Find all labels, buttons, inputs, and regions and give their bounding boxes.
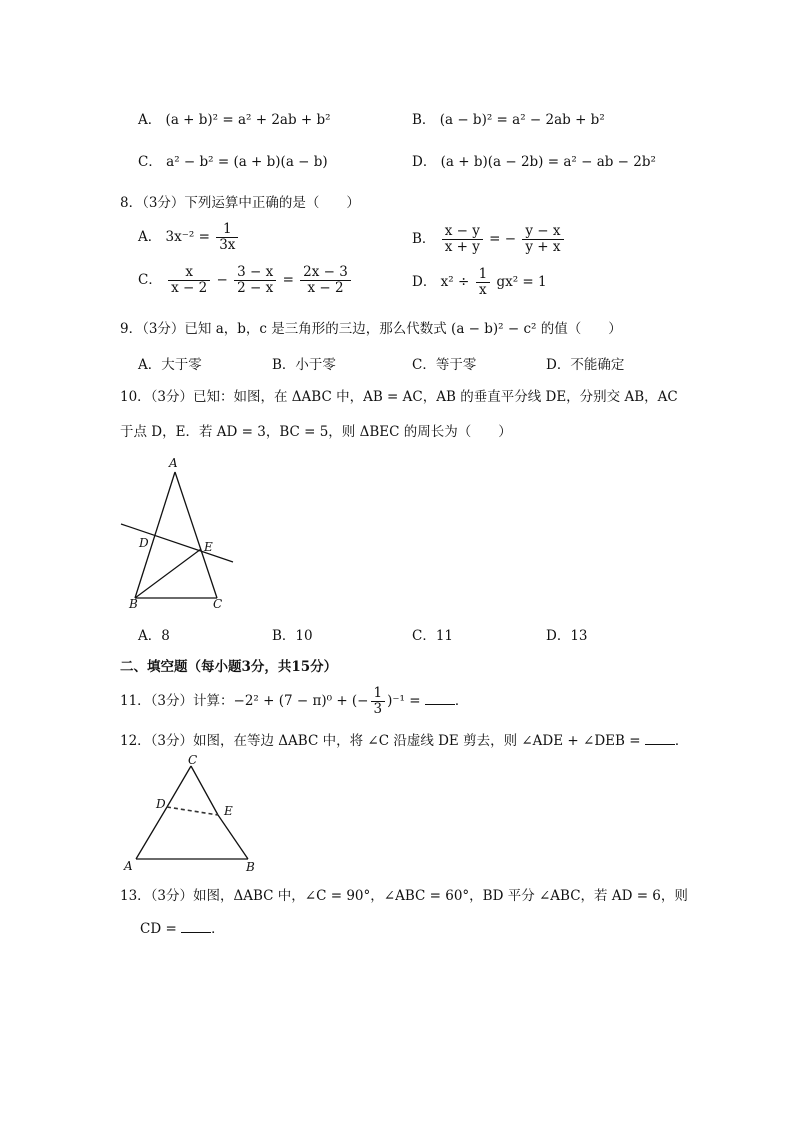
denominator: 3 bbox=[373, 701, 383, 717]
answer-blank[interactable] bbox=[645, 732, 675, 745]
option-expr: a² − b² = (a + b)(a − b) bbox=[166, 154, 328, 170]
numerator: 1 bbox=[216, 222, 238, 238]
option-label: D． bbox=[412, 154, 437, 170]
side-eb bbox=[218, 815, 248, 859]
option-expr: (a − b)² = a² − 2ab + b² bbox=[439, 112, 605, 128]
numerator: 1 bbox=[476, 267, 491, 283]
q13-line2 bbox=[140, 917, 225, 937]
denominator: 3x bbox=[219, 237, 236, 253]
q10-option-c: C．11 bbox=[412, 628, 454, 644]
numerator: 3 − x bbox=[234, 265, 276, 281]
q7-option-b bbox=[412, 108, 605, 128]
q10-option-b: B．10 bbox=[272, 628, 313, 644]
option-expr: (a + b)² = a² + 2ab + b² bbox=[165, 112, 331, 128]
expr-part: ． bbox=[454, 693, 469, 709]
label-a: A bbox=[124, 859, 133, 873]
label-d: D bbox=[156, 797, 166, 811]
numerator: x − y bbox=[442, 224, 483, 240]
perpendicular-bisector-de bbox=[121, 524, 233, 562]
q10-stem-line1: 10．（3分）已知：如图，在 ΔABC 中，AB = AC，AB 的垂直平分线 DE，分别交 AB，AC bbox=[120, 389, 678, 405]
fraction bbox=[371, 686, 386, 717]
fraction bbox=[442, 224, 483, 255]
expr-part: CD = bbox=[140, 921, 177, 937]
fraction bbox=[300, 265, 351, 296]
label-c: C bbox=[213, 597, 223, 611]
label-b: B bbox=[246, 860, 255, 874]
q10-triangle-figure bbox=[115, 452, 240, 612]
label-d: D bbox=[139, 536, 149, 550]
q9-option-b: B．小于零 bbox=[272, 357, 336, 373]
expr-part: x² ÷ bbox=[440, 274, 470, 290]
q7-option-c bbox=[138, 150, 328, 170]
expr-part: ． bbox=[674, 733, 689, 749]
option-label: D． bbox=[412, 274, 437, 290]
option-label: B． bbox=[412, 112, 436, 128]
q8-option-a bbox=[138, 222, 240, 253]
label-e: E bbox=[204, 540, 213, 554]
expr-part: = − bbox=[489, 231, 517, 247]
q7-option-d bbox=[412, 150, 656, 170]
option-label: C． bbox=[138, 272, 162, 288]
section-heading: 二、填空题（每小题3分，共15分） bbox=[120, 659, 338, 675]
option-label: C． bbox=[138, 154, 162, 170]
expr-part: = bbox=[282, 272, 294, 288]
denominator: x − 2 bbox=[171, 280, 208, 296]
expr-part: gx² = 1 bbox=[496, 274, 547, 290]
label-e: E bbox=[224, 804, 233, 818]
answer-blank[interactable] bbox=[181, 920, 211, 933]
numerator: 2x − 3 bbox=[300, 265, 351, 281]
fraction bbox=[476, 267, 491, 298]
expr-part: ． bbox=[211, 921, 225, 937]
q9-option-a: A．大于零 bbox=[138, 357, 202, 373]
denominator: x + y bbox=[444, 239, 480, 255]
side-ad bbox=[136, 807, 167, 859]
segment-be bbox=[135, 549, 201, 598]
q11 bbox=[120, 686, 468, 717]
q8-stem: 8．（3分）下列运算中正确的是（ ） bbox=[120, 195, 360, 211]
q9-option-c: C．等于零 bbox=[412, 357, 477, 373]
expr-part: 3x⁻² = bbox=[165, 229, 210, 245]
numerator: y − x bbox=[522, 224, 563, 240]
fraction bbox=[234, 265, 276, 296]
option-label: B． bbox=[412, 231, 436, 247]
q12 bbox=[120, 729, 688, 749]
side-dc bbox=[167, 766, 191, 807]
q9-option-d: D．不能确定 bbox=[546, 357, 625, 373]
numerator: 1 bbox=[371, 686, 386, 702]
fraction bbox=[216, 222, 238, 253]
answer-blank[interactable] bbox=[425, 692, 455, 705]
denominator: 2 − x bbox=[237, 280, 274, 296]
option-label: A． bbox=[138, 112, 162, 128]
fraction bbox=[522, 224, 563, 255]
option-expr: (a + b)(a − 2b) = a² − ab − 2b² bbox=[440, 154, 656, 170]
numerator: x bbox=[168, 265, 210, 281]
q10-option-a: A．8 bbox=[138, 628, 170, 644]
label-c: C bbox=[188, 753, 198, 767]
q9-stem: 9．（3分）已知 a，b，c 是三角形的三边，那么代数式 (a − b)² − c² 的值（ ） bbox=[120, 321, 622, 337]
q8-option-d bbox=[412, 267, 547, 298]
denominator: y + x bbox=[525, 239, 561, 255]
expr-part: 11．（3分）计算：−2² + (7 − π)⁰ + (− bbox=[120, 693, 369, 709]
q8-option-c bbox=[138, 265, 353, 296]
q10-stem-line2: 于点 D，E．若 AD = 3，BC = 5，则 ΔBEC 的周长为（ ） bbox=[120, 424, 512, 440]
expr-part: − bbox=[216, 272, 228, 288]
side-ac bbox=[175, 472, 217, 598]
denominator: x − 2 bbox=[307, 280, 344, 296]
label-a: A bbox=[169, 456, 178, 470]
q7-option-a bbox=[138, 108, 331, 128]
q10-option-d: D．13 bbox=[546, 628, 588, 644]
expr-part: )⁻¹ = bbox=[387, 693, 421, 709]
dashed-line-de bbox=[167, 807, 218, 815]
option-label: A． bbox=[138, 229, 162, 245]
fraction bbox=[168, 265, 210, 296]
q13-line1: 13．（3分）如图，ΔABC 中，∠C = 90°，∠ABC = 60°，BD 平分 ∠ABC，若 AD = 6，则 bbox=[120, 888, 688, 904]
label-b: B bbox=[129, 597, 138, 611]
q8-option-b bbox=[412, 224, 566, 255]
side-ce bbox=[191, 766, 218, 815]
denominator: x bbox=[479, 282, 487, 298]
question-text: 12．（3分）如图，在等边 ΔABC 中，将 ∠C 沿虚线 DE 剪去，则 ∠ADE + ∠DEB = bbox=[120, 733, 641, 749]
q12-triangle-figure bbox=[118, 752, 268, 874]
